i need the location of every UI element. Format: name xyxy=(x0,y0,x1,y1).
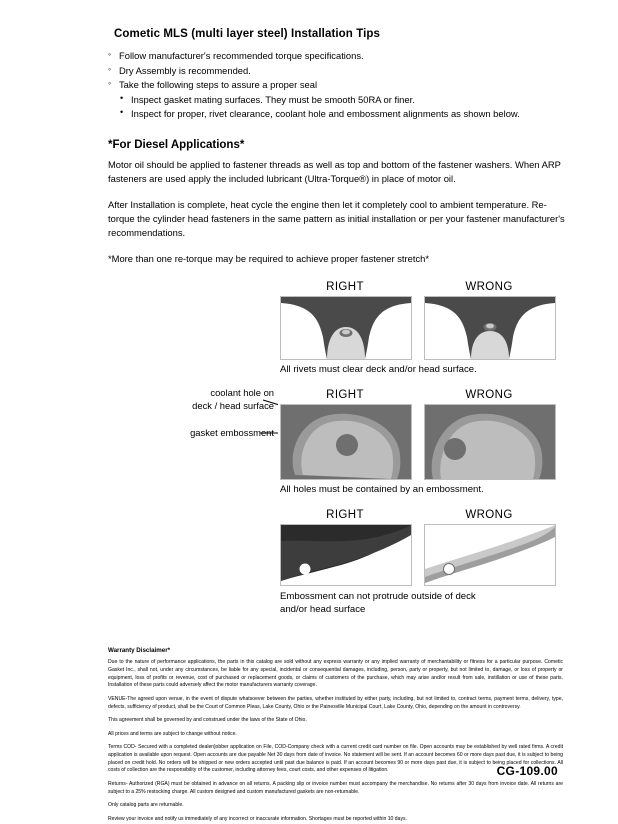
figure-label: WRONG xyxy=(465,509,513,522)
figure-image-protrusion-wrong xyxy=(424,524,556,586)
warranty-paragraph: Only catalog parts are returnable. xyxy=(108,802,184,809)
warranty-paragraph: VENUE-The agreed upon venue, in the event of dispute whatsoever between the parties, whether instituted by either party, including, but not limited to, contract terms, payment terms, delivery, type, defects, sufficiency of product, shall be the Court of Common Pleas, Lake County, Ohio or the Painesville Municipal Court, Lake County, Ohio, depending on the amount in controversy. xyxy=(108,695,563,710)
figure-rivet-right xyxy=(280,281,410,360)
warranty-paragraph: Terms COD- Secured with a completed dealer/jobber application on File, COD-Company check with a current credit card number on file. Open accounts may be established by well rated firms. A credit application is available upon request. Open accounts are due payable Net 30 days from date of invoice. No statement will be sent. If an account becomes 60 or more days past due, it is subject to being placed on credit hold. No orders will be shipped or new orders accepted until past due balance is paid. If an account becomes 90 or more days past due, it is subject to being placed for collections. All costs of collection are the responsibility of the customer, including attorney fees, court costs, and other expenses of litigation. xyxy=(108,744,563,774)
list-item: ◦ Follow manufacturer's recommended torque specifications. xyxy=(108,49,572,64)
figure-emboss-wrong xyxy=(424,389,554,480)
rivet-wrong-diagram xyxy=(425,297,555,359)
figure-row-protrusion xyxy=(280,509,572,586)
warranty-heading: Warranty Disclaimer* xyxy=(108,647,171,655)
list-item: ◦ Take the following steps to assure a proper seal xyxy=(108,78,572,93)
emboss-wrong-diagram xyxy=(425,405,555,479)
emboss-right-diagram xyxy=(281,405,411,479)
warranty-paragraph: Returns- Authorized (RGA) must be obtained in advance on all returns. A packing slip or invoice number must accompany the merchandise. No returns after 30 days from invoice date. All returns are subject to a 25% restocking charge. All custom designed and custom manufactured gaskets are non-returnable. xyxy=(108,781,563,795)
diesel-paragraph-2: After Installation is complete, heat cycle the engine then let it completely cool to ambient temperature. Re-torque the cylinder head fasteners in the same pattern as initial installation or per your fastener manufacturer's recommendations. xyxy=(108,199,565,239)
protrusion-wrong-diagram xyxy=(425,525,555,585)
warranty-paragraph: Due to the nature of performance applications, the parts in this catalog are sold without any express warranty or any implied warranty of merchantability or fitness for a particular purpose. Cometic Gasket Inc., shall not, under any circumstances, be liable for any special, incidental or consequential damages, including, person, party or property, but not limited to, damage, or loss of property or equipment, loss of profits or revenue, cost of purchased or replacement goods, or claims of customers of the purchase, which may arise and/or result from sale, instillation or use of these parts. Installation of these parts could adversely affect the motor manufacturers warranty coverage. xyxy=(108,659,563,689)
warranty-paragraph: This agreement shall be governed by and construed under the laws of the State of Ohio. xyxy=(108,717,307,724)
figure-rivet-wrong xyxy=(424,281,554,360)
rivet-right-diagram xyxy=(281,297,411,359)
figure-row-rivets xyxy=(280,281,572,360)
list-item: • Inspect gasket mating surfaces. They must be smooth 50RA or finer. xyxy=(120,93,572,108)
callout-gasket-embossment: gasket embossment xyxy=(190,427,274,439)
figure-label: WRONG xyxy=(465,281,513,294)
page-title: Cometic MLS (multi layer steel) Installation Tips xyxy=(114,28,381,40)
figure-image-rivet-right xyxy=(280,296,412,360)
retorque-note: *More than one re-torque may be required to achieve proper fastener stretch* xyxy=(108,253,430,265)
figure-image-protrusion-right xyxy=(280,524,412,586)
figure-image-emboss-wrong xyxy=(424,404,556,480)
figure-caption-rivets: All rivets must clear deck and/or head surface. xyxy=(280,364,477,376)
protrusion-right-diagram xyxy=(281,525,411,585)
list-item: • Inspect for proper, rivet clearance, coolant hole and embossment alignments as shown below. xyxy=(120,107,572,122)
figure-caption-embossment: All holes must be contained by an embossment. xyxy=(280,484,484,496)
installation-tips-list xyxy=(108,49,572,93)
figure-emboss-right xyxy=(280,389,410,480)
figure-caption-protrusion: Embossment can not protrude outside of deck and/or head surface xyxy=(280,591,476,616)
figure-image-emboss-right xyxy=(280,404,412,480)
figure-image-rivet-wrong xyxy=(424,296,556,360)
figure-label: RIGHT xyxy=(326,281,364,294)
callout-leader-lines xyxy=(108,373,278,483)
figure-protrusion-wrong xyxy=(424,509,554,586)
callout-coolant-hole: coolant hole on deck / head surface xyxy=(192,387,274,412)
figure-protrusion-right xyxy=(280,509,410,586)
document-id: CG-109.00 xyxy=(496,764,558,778)
figure-label: RIGHT xyxy=(326,509,364,522)
warranty-section xyxy=(108,647,563,823)
list-item: ◦ Dry Assembly is recommended. xyxy=(108,64,572,79)
diesel-section-heading: *For Diesel Applications* xyxy=(108,138,245,151)
installation-sub-list xyxy=(120,93,572,122)
warranty-paragraph: Review your invoice and notify us immediately of any incorrect or inaccurate information. Shortages must be reported within 10 days. xyxy=(108,815,407,822)
figure-label: RIGHT xyxy=(326,389,364,402)
figure-label: WRONG xyxy=(465,389,513,402)
warranty-paragraph: All prices and terms are subject to change without notice. xyxy=(108,730,237,737)
figure-row-embossment xyxy=(280,389,572,480)
figures-area xyxy=(108,281,572,617)
diesel-paragraph-1: Motor oil should be applied to fastener threads as well as top and bottom of the fastener washers. When ARP fasteners are used apply the included lubricant (Ultra-Torque®) in place of motor oil. xyxy=(108,158,561,184)
